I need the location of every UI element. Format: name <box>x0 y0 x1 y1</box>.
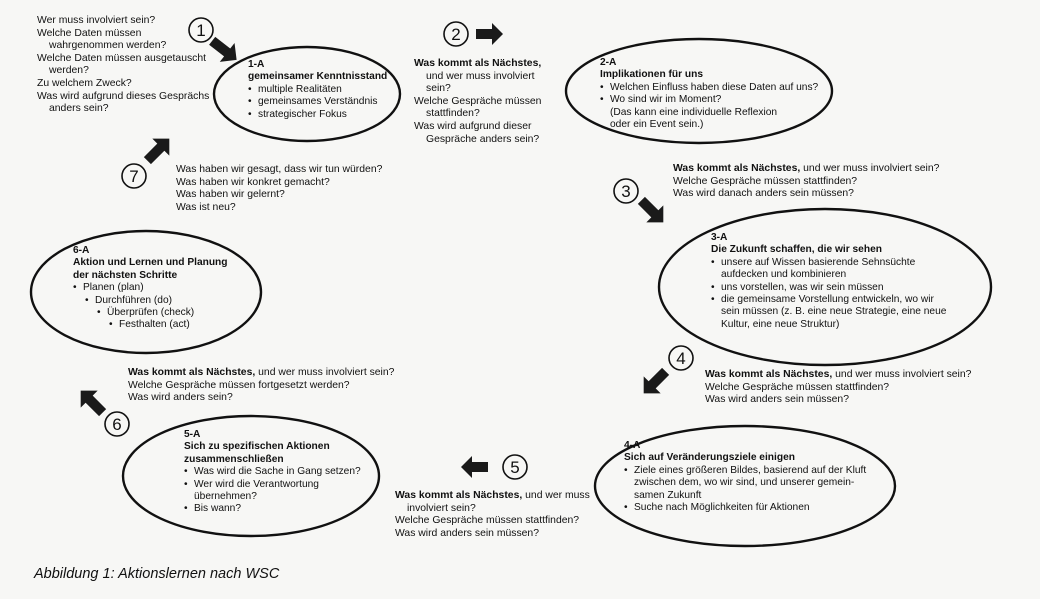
step-number-6: 6 <box>112 415 122 434</box>
step-number-4: 4 <box>676 349 686 368</box>
ellipse-2a-note: oder ein Event sein.) <box>610 119 704 131</box>
arrow-4 <box>635 363 674 402</box>
ellipse-2a-content <box>600 57 818 131</box>
step-number-5: 5 <box>510 458 520 477</box>
question-line: Gespräche anders sein? <box>426 133 540 145</box>
question-rest: und wer muss involviert sein? <box>832 369 972 380</box>
question-line <box>128 367 394 380</box>
figure-caption: Abbildung 1: Aktionslernen nach WSC <box>34 566 280 582</box>
question-bold: Was kommt als Nächstes, <box>705 369 833 380</box>
question-rest: und wer muss involviert sein? <box>255 367 395 378</box>
question-bold: Was kommt als Nächstes, <box>128 367 256 378</box>
bullet-line: • uns vorstellen, was wir sein müssen <box>721 281 884 293</box>
ellipse-4a-content <box>624 440 866 514</box>
pdca-item: • Festhalten (act) <box>109 319 228 331</box>
bullet-line: zwischen dem, wo wir sind, und unserer gemein- <box>634 477 855 489</box>
question-line <box>673 163 939 176</box>
bullet-line: • Bis wann? <box>194 503 242 515</box>
bullet <box>711 257 946 282</box>
questions-step-7 <box>176 164 382 214</box>
ellipse-6a-content <box>73 245 228 332</box>
arrow-5 <box>461 456 488 478</box>
question-line: Welche Gespräche müssen stattfinden? <box>395 515 580 527</box>
step-number-3: 3 <box>621 182 631 201</box>
ellipse-5a-title: Sich zu spezifischen Aktionen <box>184 441 330 453</box>
ellipse-1a-content <box>248 59 387 121</box>
ellipse-4a-title: Sich auf Veränderungsziele einigen <box>624 452 795 464</box>
question-line: Was haben wir gelernt? <box>176 189 285 201</box>
ellipse-6a-title: der nächsten Schritte <box>73 269 178 281</box>
ellipse-1a-id: 1-A <box>248 59 265 70</box>
ellipse-4a-bullets <box>624 465 866 515</box>
ellipse-2a-bullets <box>600 82 818 107</box>
question-line: Was wird anders sein müssen? <box>705 394 849 406</box>
question-line: involviert sein? <box>407 502 476 514</box>
bullet <box>184 466 361 478</box>
bullet: • Wo sind wir im Moment? <box>600 94 818 106</box>
ellipse-6a-pdca <box>73 282 228 332</box>
step-number-1: 1 <box>196 21 206 40</box>
question-line: Was haben wir gesagt, dass wir tun würden? <box>176 164 383 175</box>
bullet <box>624 502 866 514</box>
ellipse-2a-title: Implikationen für uns <box>600 69 704 81</box>
ellipse-3a-content <box>711 232 946 331</box>
arrow-6 <box>72 382 111 421</box>
ellipse-5a-content <box>184 429 361 516</box>
question-line: Was wird aufgrund dieses Gesprächs <box>37 90 210 102</box>
bullet <box>711 294 946 331</box>
question-line: anders sein? <box>49 103 109 115</box>
bullet <box>624 465 866 502</box>
ellipse-3a-title: Die Zukunft schaffen, die wir sehen <box>711 244 882 256</box>
ellipse-1a-title: gemeinsamer Kenntnisstand <box>248 71 388 83</box>
bullet-line: • Ziele eines größeren Bildes, basierend auf der Kluft <box>634 464 867 476</box>
bullet-line: • Wer wird die Verantwortung <box>194 478 319 490</box>
bullet: • gemeinsames Verständnis <box>248 96 387 108</box>
bullet-line: • unsere auf Wissen basierende Sehnsüchte <box>721 256 916 268</box>
question-line: Was wird aufgrund dieser <box>414 120 532 132</box>
ellipse-5a-id: 5-A <box>184 429 201 440</box>
bullet: • multiple Realitäten <box>248 84 387 96</box>
ellipse-3a-bullets <box>711 257 946 331</box>
ellipse-6a-id: 6-A <box>73 245 90 256</box>
question-line: Was wird danach anders sein müssen? <box>673 188 854 200</box>
bullet-line: aufdecken und kombinieren <box>721 269 847 281</box>
ellipse-2a-note: (Das kann eine individuelle Reflexion <box>610 106 778 118</box>
bullet-line: samen Zukunft <box>634 489 702 501</box>
step-number-2: 2 <box>451 25 461 44</box>
ellipse-4a-id: 4-A <box>624 440 641 451</box>
question-line <box>395 490 590 503</box>
bullet-line: • die gemeinsame Vorstellung entwickeln, wo wir <box>721 294 934 306</box>
bullet <box>184 479 361 504</box>
arrow-2 <box>476 23 503 45</box>
question-line: Was haben wir konkret gemacht? <box>176 176 330 188</box>
question-bold: Was kommt als Nächstes, <box>673 163 801 174</box>
question-line: Wer muss involviert sein? <box>37 15 156 26</box>
question-line: und wer muss involviert <box>426 70 535 82</box>
questions-step-2 <box>414 58 541 146</box>
question-bold: Was kommt als Nächstes, <box>395 490 523 501</box>
ellipse-1a-bullets <box>248 84 387 121</box>
ellipse-2a-id: 2-A <box>600 57 617 68</box>
intro-questions <box>37 15 209 116</box>
arrow-7 <box>139 130 178 169</box>
bullet: • strategischer Fokus <box>248 109 387 121</box>
question-line: wahrgenommen werden? <box>49 40 167 52</box>
pdca-item: • Überprüfen (check) <box>97 307 228 319</box>
bullet <box>184 503 361 515</box>
question-line: Welche Gespräche müssen fortgesetzt werden? <box>128 379 350 391</box>
question-rest: und wer muss <box>522 490 590 501</box>
pdca-item: • Durchführen (do) <box>85 295 228 307</box>
questions-step-4 <box>705 369 971 407</box>
bullet: • Welchen Einfluss haben diese Daten auf uns? <box>600 82 818 94</box>
bullet-line: • Suche nach Möglichkeiten für Aktionen <box>634 502 810 514</box>
question-line <box>705 369 971 382</box>
questions-step-5 <box>395 490 590 540</box>
bullet-line: sein müssen (z. B. eine neue Strategie, eine neue <box>721 306 947 318</box>
bullet-line: • Was wird die Sache in Gang setzen? <box>194 466 361 478</box>
ellipse-3a-id: 3-A <box>711 232 728 243</box>
question-line: Welche Gespräche müssen stattfinden? <box>673 175 858 187</box>
step-number-7: 7 <box>129 167 139 186</box>
question-line: Welche Daten müssen <box>37 27 142 39</box>
questions-step-6 <box>128 367 394 405</box>
question-line: Was wird anders sein? <box>128 392 233 404</box>
question-rest: und wer muss involviert sein? <box>800 163 940 174</box>
questions-step-3 <box>673 163 939 201</box>
ellipse-6a-title: Aktion und Lernen und Planung <box>73 257 228 269</box>
bullet-line: Kultur, eine neue Struktur) <box>721 318 840 330</box>
ellipse-5a-bullets <box>184 466 361 516</box>
question-line: Was wird anders sein müssen? <box>395 527 539 539</box>
question-line: Zu welchem Zweck? <box>37 77 132 89</box>
question-line: Was ist neu? <box>176 201 236 213</box>
pdca-item: • Planen (plan) <box>73 282 228 294</box>
question-line: werden? <box>49 65 89 77</box>
question-line: Welche Gespräche müssen <box>414 95 542 107</box>
question-line: sein? <box>426 83 451 95</box>
question-line: Welche Gespräche müssen stattfinden? <box>705 381 890 393</box>
question-line: stattfinden? <box>426 108 480 120</box>
question-line: Welche Daten müssen ausgetauscht <box>37 52 207 64</box>
bullet <box>711 282 946 294</box>
question-line: Was kommt als Nächstes, <box>414 58 542 69</box>
bullet-line: übernehmen? <box>194 491 257 503</box>
arrow-3 <box>633 192 672 231</box>
ellipse-5a-title: zusammenschließen <box>184 453 284 465</box>
